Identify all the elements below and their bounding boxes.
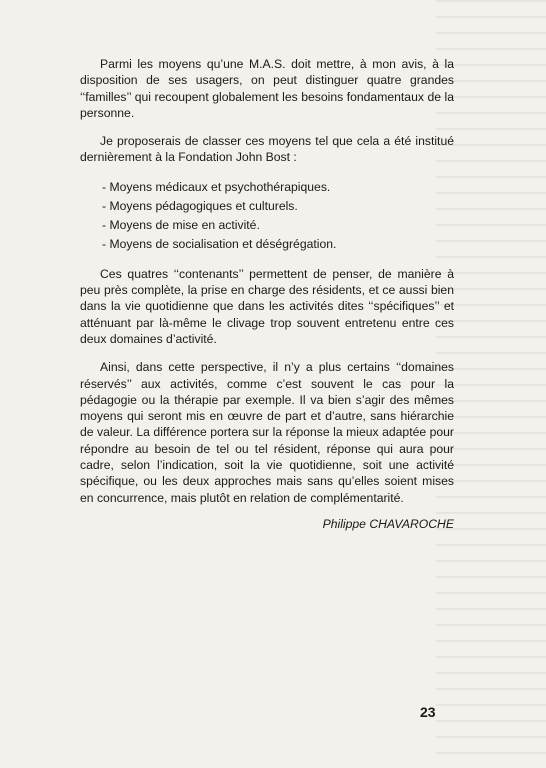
paragraph-3: Ces quatres ‘‘contenants’’ permettent de penser, de manière à peu près complète, la prise en charge des résidents, et ce aussi bien dans la vie quotidienne que dans les activités dites ‘‘spécifiques’’ et atténuant par là-même le clivage trop souvent entretenu entre ces deux domaines d’activité. <box>80 266 454 346</box>
list-item: - Moyens médicaux et psychothérapiques. <box>102 179 331 194</box>
list-item: - Moyens de mise en activité. <box>102 217 260 232</box>
list-item: - Moyens de socialisation et déségrégation. <box>102 236 337 251</box>
paragraph-4: Ainsi, dans cette perspective, il n’y a plus certains ‘‘domaines réservés’’ aux activités, comme c’est souvent le cas pour la pédagogie ou la thérapie par exemple. Il va bien s’agir des mêmes moyens qui seront mis en œuvre de part et d’autre, sans hiérarchie de valeur. La différence portera sur la réponse la mieux adaptée pour répondre au besoin de tel ou tel résident, réponse qui aura pour cadre, selon l’indication, soit la vie quotidienne, soit une activité spécifique, ou les deux approches mais sans qu’elles soient mises en concurrence, mais plutôt en relation de complémentarité. <box>80 360 454 505</box>
body-text <box>80 56 454 544</box>
list-item: - Moyens pédagogiques et culturels. <box>102 198 298 213</box>
paragraph-2: Je proposerais de classer ces moyens tel que cela a été institué dernièrement à la Fondation John Bost : <box>80 134 454 165</box>
author-signature: Philippe CHAVAROCHE <box>322 516 454 531</box>
means-list <box>80 178 454 254</box>
page-number: 23 <box>420 704 436 720</box>
paragraph-1: Parmi les moyens qu’une M.A.S. doit mettre, à mon avis, à la disposition de ses usagers, on peut distinguer quatre grandes ‘‘familles’’ qui recoupent globalement les besoins fondamentaux de la personne. <box>80 57 454 120</box>
